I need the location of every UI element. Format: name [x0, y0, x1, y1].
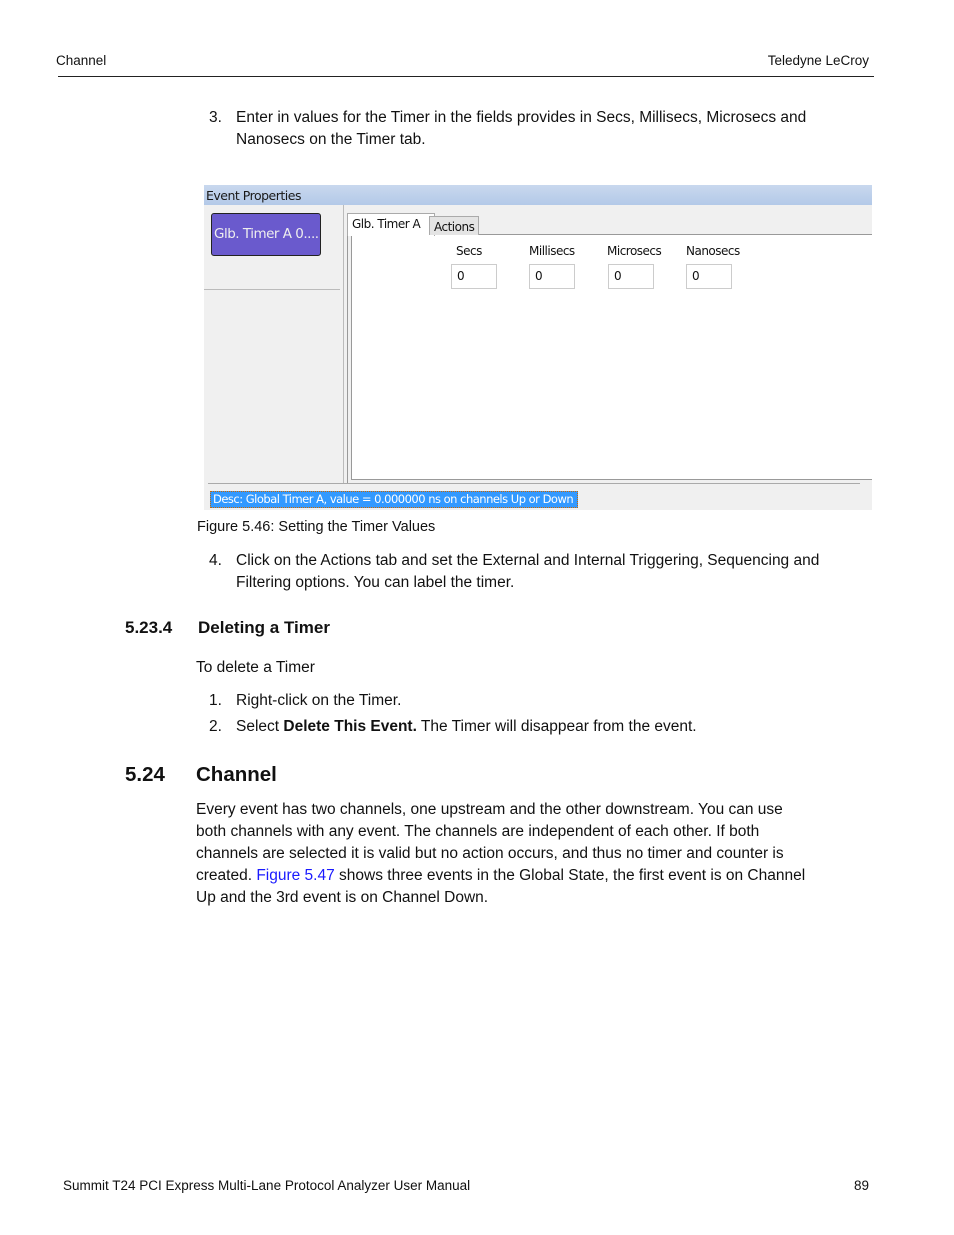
section-number: 5.23.4	[125, 618, 173, 637]
line: both channels with any event. The channels are independent of each other. If both	[196, 823, 760, 840]
text: created.	[196, 867, 257, 884]
section-heading: Deleting a Timer	[198, 618, 330, 637]
text: shows three events in the Global State, the first event is on Channel	[334, 867, 806, 884]
channel-paragraph	[196, 799, 886, 909]
footer-title: Summit T24 PCI Express Multi-Lane Protocol Analyzer User Manual	[63, 1178, 471, 1193]
event-list-panel	[204, 205, 344, 483]
step-text: Click on the Actions tab and set the External and Internal Triggering, Sequencing and	[236, 552, 820, 569]
tab-actions[interactable]: Actions	[429, 216, 479, 235]
title-bar	[204, 185, 872, 205]
figure-link[interactable]: Figure 5.47	[256, 867, 335, 884]
step-text: Filtering options. You can label the timer.	[236, 574, 515, 591]
tab-glb-timer-a[interactable]: Glb. Timer A	[347, 213, 435, 236]
text: Select	[236, 718, 284, 735]
divider	[208, 483, 860, 484]
nanosecs-input[interactable]: 0	[686, 264, 732, 289]
step-text: Right-click on the Timer.	[236, 692, 402, 709]
microsecs-label: Microsecs	[607, 244, 662, 258]
step-text	[236, 716, 876, 738]
line: Up and the 3rd event is on Channel Down.	[196, 889, 489, 906]
page-number: 89	[853, 1178, 869, 1193]
line: channels are selected it is valid but no action occurs, and thus no timer and counter is	[196, 845, 784, 862]
millisecs-label: Millisecs	[529, 244, 575, 258]
divider	[347, 213, 348, 483]
status-description: Desc: Global Timer A, value = 0.000000 ns on channels Up or Down	[210, 491, 578, 508]
intro-text: To delete a Timer	[196, 659, 315, 676]
step-number: 4.	[209, 552, 222, 569]
window-title: Event Properties	[206, 188, 301, 203]
bold-text: Delete This Event.	[283, 718, 417, 735]
line	[196, 865, 886, 887]
step-text: Enter in values for the Timer in the fields provides in Secs, Millisecs, Microsecs and	[236, 109, 807, 126]
timer-event-button[interactable]: Glb. Timer A 0....	[211, 213, 321, 256]
section-heading: Channel	[196, 763, 277, 786]
header-section: Channel	[56, 53, 107, 68]
step-text: Nanosecs on the Timer tab.	[236, 131, 426, 148]
divider	[204, 289, 340, 290]
secs-input[interactable]: 0	[451, 264, 497, 289]
nanosecs-label: Nanosecs	[686, 244, 740, 258]
secs-label: Secs	[456, 244, 482, 258]
step-number: 2.	[209, 718, 222, 735]
header-rule	[58, 76, 874, 77]
text: The Timer will disappear from the event.	[416, 718, 697, 735]
figure-caption: Figure 5.46: Setting the Timer Values	[197, 519, 436, 535]
microsecs-input[interactable]: 0	[608, 264, 654, 289]
step-4	[0, 550, 954, 600]
delete-steps	[0, 690, 954, 740]
millisecs-input[interactable]: 0	[529, 264, 575, 289]
step-number: 1.	[209, 692, 222, 709]
step-3	[0, 107, 954, 157]
event-properties-screenshot	[204, 185, 872, 510]
header-company: Teledyne LeCroy	[767, 53, 869, 68]
section-number: 5.24	[125, 763, 165, 786]
line: Every event has two channels, one upstream and the other downstream. You can use	[196, 801, 783, 818]
step-number: 3.	[209, 109, 222, 126]
